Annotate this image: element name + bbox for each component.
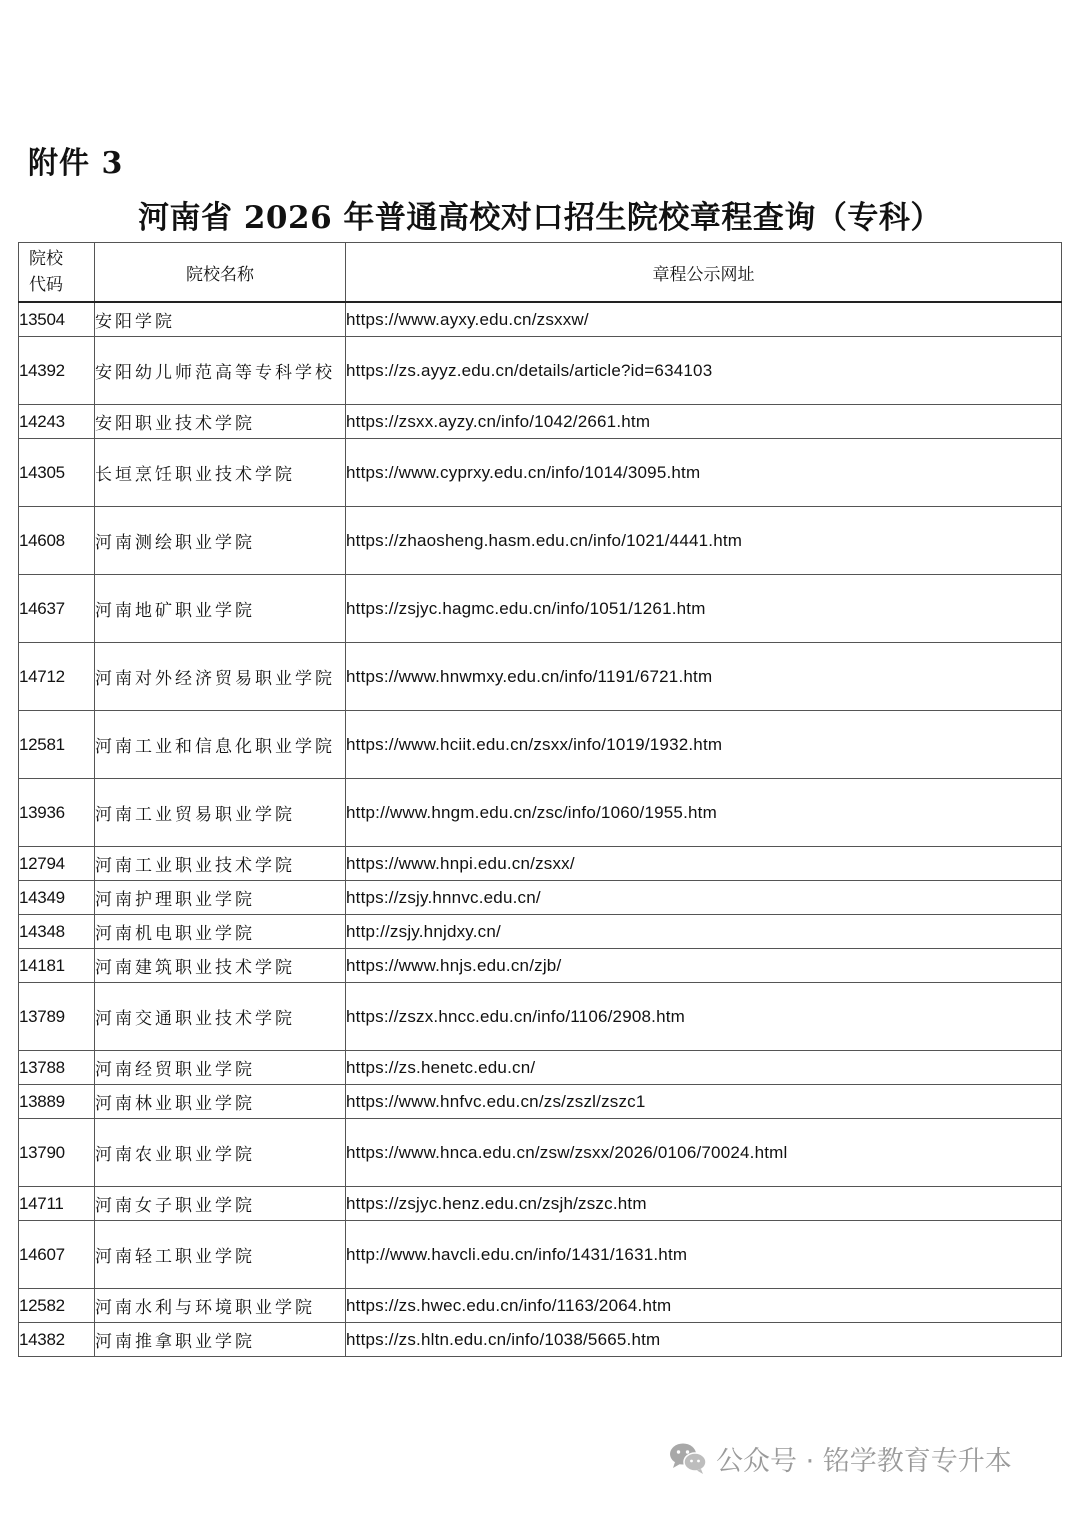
college-url-link[interactable]: https://www.hnpi.edu.cn/zsxx/ <box>346 847 1062 881</box>
table-row <box>19 1289 1062 1323</box>
college-code-cell: 14181 <box>19 949 95 983</box>
college-name-cell: 河南经贸职业学院 <box>95 1051 346 1085</box>
college-url-link[interactable]: https://zhaosheng.hasm.edu.cn/info/1021/4441.htm <box>346 507 1062 575</box>
college-code-cell: 14637 <box>19 575 95 643</box>
college-code-cell: 12582 <box>19 1289 95 1323</box>
college-name-cell: 河南推拿职业学院 <box>95 1323 346 1357</box>
college-url-link[interactable]: https://zs.ayyz.edu.cn/details/article?id=634103 <box>346 337 1062 405</box>
header-url: 章程公示网址 <box>346 243 1062 303</box>
college-code-cell: 14243 <box>19 405 95 439</box>
college-name-cell: 安阳幼儿师范高等专科学校 <box>95 337 346 405</box>
college-url-link[interactable]: https://zs.hwec.edu.cn/info/1163/2064.htm <box>346 1289 1062 1323</box>
college-url-link[interactable]: https://zsjy.hnnvc.edu.cn/ <box>346 881 1062 915</box>
college-code-cell: 14712 <box>19 643 95 711</box>
college-code-cell: 14305 <box>19 439 95 507</box>
table-row <box>19 983 1062 1051</box>
table-row <box>19 847 1062 881</box>
college-code-cell: 12794 <box>19 847 95 881</box>
table-header-row <box>19 243 1062 303</box>
college-code-cell: 14349 <box>19 881 95 915</box>
college-name-cell: 河南工业和信息化职业学院 <box>95 711 346 779</box>
college-url-link[interactable]: https://www.ayxy.edu.cn/zsxxw/ <box>346 302 1062 337</box>
college-name-cell: 河南建筑职业技术学院 <box>95 949 346 983</box>
college-name-cell: 河南护理职业学院 <box>95 881 346 915</box>
college-url-link[interactable]: http://zsjy.hnjdxy.cn/ <box>346 915 1062 949</box>
college-url-link[interactable]: https://www.cyprxy.edu.cn/info/1014/3095.htm <box>346 439 1062 507</box>
college-url-link[interactable]: https://www.hnca.edu.cn/zsw/zsxx/2026/0106/70024.html <box>346 1119 1062 1187</box>
college-name-cell: 河南对外经济贸易职业学院 <box>95 643 346 711</box>
college-name-cell: 河南工业贸易职业学院 <box>95 779 346 847</box>
college-code-cell: 14348 <box>19 915 95 949</box>
college-code-cell: 13788 <box>19 1051 95 1085</box>
college-code-cell: 13504 <box>19 302 95 337</box>
college-name-cell: 安阳学院 <box>95 302 346 337</box>
header-code-line2: 代码 <box>29 275 63 295</box>
table-row <box>19 779 1062 847</box>
table-row <box>19 439 1062 507</box>
college-url-link[interactable]: https://www.hnfvc.edu.cn/zs/zszl/zszc1 <box>346 1085 1062 1119</box>
college-name-cell: 河南工业职业技术学院 <box>95 847 346 881</box>
college-name-cell: 安阳职业技术学院 <box>95 405 346 439</box>
college-url-link[interactable]: https://zsjyc.henz.edu.cn/zsjh/zszc.htm <box>346 1187 1062 1221</box>
college-code-cell: 14608 <box>19 507 95 575</box>
table-row <box>19 1187 1062 1221</box>
college-url-link[interactable]: https://www.hciit.edu.cn/zsxx/info/1019/1932.htm <box>346 711 1062 779</box>
college-code-cell: 14382 <box>19 1323 95 1357</box>
college-code-cell: 13889 <box>19 1085 95 1119</box>
college-name-cell: 河南水利与环境职业学院 <box>95 1289 346 1323</box>
table-row <box>19 337 1062 405</box>
college-code-cell: 13936 <box>19 779 95 847</box>
college-name-cell: 河南交通职业技术学院 <box>95 983 346 1051</box>
college-code-cell: 14607 <box>19 1221 95 1289</box>
college-url-link[interactable]: https://www.hnwmxy.edu.cn/info/1191/6721.htm <box>346 643 1062 711</box>
table-row <box>19 507 1062 575</box>
college-url-link[interactable]: https://zsjyc.hagmc.edu.cn/info/1051/1261.htm <box>346 575 1062 643</box>
college-code-cell: 13789 <box>19 983 95 1051</box>
college-name-cell: 河南轻工职业学院 <box>95 1221 346 1289</box>
header-code-line1: 院校 <box>29 249 63 269</box>
watermark <box>668 1438 1012 1478</box>
college-url-link[interactable]: https://zszx.hncc.edu.cn/info/1106/2908.htm <box>346 983 1062 1051</box>
table-row <box>19 1323 1062 1357</box>
college-name-cell: 长垣烹饪职业技术学院 <box>95 439 346 507</box>
college-url-link[interactable]: https://zs.henetc.edu.cn/ <box>346 1051 1062 1085</box>
table-row <box>19 711 1062 779</box>
table-row <box>19 1221 1062 1289</box>
table-row <box>19 949 1062 983</box>
watermark-text: 公众号 · 铭学教育专升本 <box>716 1445 1012 1477</box>
college-name-cell: 河南农业职业学院 <box>95 1119 346 1187</box>
college-name-cell: 河南测绘职业学院 <box>95 507 346 575</box>
college-url-link[interactable]: http://www.havcli.edu.cn/info/1431/1631.htm <box>346 1221 1062 1289</box>
table-row <box>19 1119 1062 1187</box>
college-code-cell: 14711 <box>19 1187 95 1221</box>
header-name: 院校名称 <box>95 243 346 303</box>
wechat-icon <box>668 1441 708 1475</box>
college-code-cell: 13790 <box>19 1119 95 1187</box>
college-code-cell: 12581 <box>19 711 95 779</box>
header-code <box>19 243 95 303</box>
college-url-link[interactable]: http://www.hngm.edu.cn/zsc/info/1060/1955.htm <box>346 779 1062 847</box>
table-row <box>19 405 1062 439</box>
college-name-cell: 河南地矿职业学院 <box>95 575 346 643</box>
college-name-cell: 河南机电职业学院 <box>95 915 346 949</box>
college-code-cell: 14392 <box>19 337 95 405</box>
college-name-cell: 河南女子职业学院 <box>95 1187 346 1221</box>
table-row <box>19 1085 1062 1119</box>
table-row <box>19 1051 1062 1085</box>
college-url-link[interactable]: https://zsxx.ayzy.cn/info/1042/2661.htm <box>346 405 1062 439</box>
college-table <box>18 242 1062 1357</box>
college-url-link[interactable]: https://zs.hltn.edu.cn/info/1038/5665.htm <box>346 1323 1062 1357</box>
table-row <box>19 881 1062 915</box>
college-url-link[interactable]: https://www.hnjs.edu.cn/zjb/ <box>346 949 1062 983</box>
attachment-label: 附件 3 <box>28 146 124 181</box>
table-row <box>19 575 1062 643</box>
table-row <box>19 302 1062 337</box>
table-row <box>19 643 1062 711</box>
document-title: 河南省 2026 年普通高校对口招生院校章程查询（专科） <box>138 200 942 236</box>
college-name-cell: 河南林业职业学院 <box>95 1085 346 1119</box>
table-row <box>19 915 1062 949</box>
